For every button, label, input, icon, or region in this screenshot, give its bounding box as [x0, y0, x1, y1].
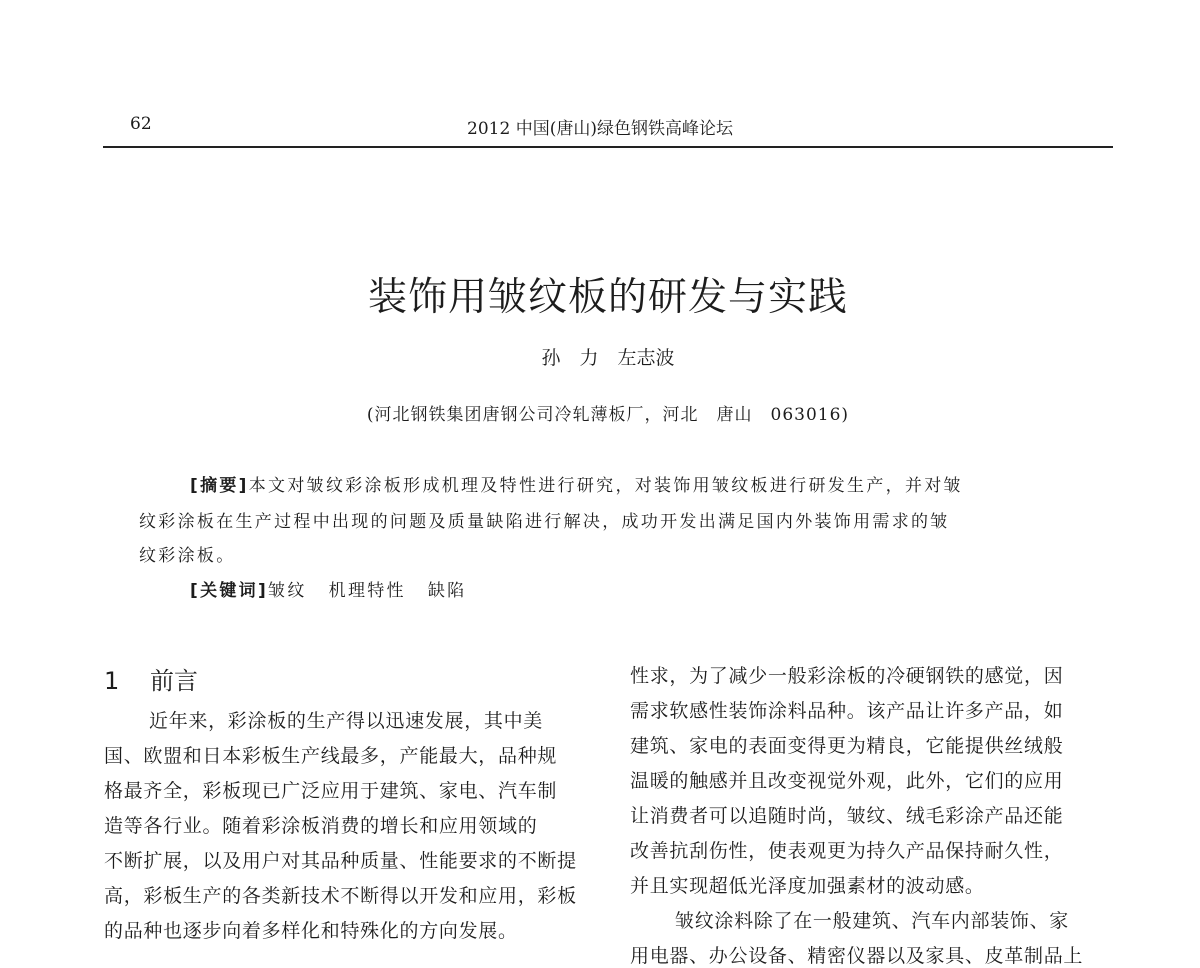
- abstract-line: 纹彩涂板在生产过程中出现的问题及质量缺陷进行解决，成功开发出满足国内外装饰用需求的皱: [139, 512, 950, 532]
- keyword: 皱纹: [268, 581, 307, 601]
- section-heading: [104, 661, 198, 696]
- header-rule: [103, 146, 1113, 148]
- keyword: 缺陷: [427, 581, 467, 601]
- section-number: 1: [104, 667, 120, 695]
- abstract-label: [摘要]: [190, 476, 249, 496]
- body-line-right: 让消费者可以追随时尚，皱纹、绒毛彩涂产品还能: [630, 805, 1064, 827]
- keywords-line: [190, 576, 466, 601]
- body-line-left: 高，彩板生产的各类新技术不断得以开发和应用，彩板: [104, 885, 577, 907]
- abstract-text: 本文对皱纹彩涂板形成机理及特性进行研究，对装饰用皱纹板进行研发生产，并对皱: [248, 476, 963, 496]
- body-line-left: 的品种也逐步向着多样化和特殊化的方向发展。: [104, 920, 518, 942]
- keyword: 机理特性: [328, 581, 406, 601]
- body-line-right: 性求，为了减少一般彩涂板的冷硬钢铁的感觉，因: [630, 665, 1064, 687]
- body-line-left: 国、欧盟和日本彩板生产线最多，产能最大，品种规: [104, 745, 558, 767]
- body-line-right: 建筑、家电的表面变得更为精良，它能提供丝绒般: [630, 735, 1064, 757]
- running-header: 2012 中国(唐山)绿色钢铁高峰论坛: [467, 119, 733, 139]
- body-line-right: 皱纹涂料除了在一般建筑、汽车内部装饰、家: [675, 910, 1070, 932]
- keywords-label: [关键词]: [190, 581, 269, 601]
- body-line-left: 近年来，彩涂板的生产得以迅速发展，其中美: [149, 710, 544, 732]
- body-line-right: 用电器、办公设备、精密仪器以及家具、皮革制品上: [630, 945, 1084, 967]
- body-line-right: 并且实现超低光泽度加强素材的波动感。: [630, 875, 985, 897]
- page-number: 62: [130, 114, 152, 134]
- affiliation: (河北钢铁集团唐钢公司冷轧薄板厂，河北 唐山 063016): [366, 405, 850, 425]
- body-line-left: 不断扩展，以及用户对其品种质量、性能要求的不断提: [104, 850, 577, 872]
- body-line-right: 温暖的触感并且改变视觉外观，此外，它们的应用: [630, 770, 1064, 792]
- authors: 孙 力 左志波: [541, 347, 675, 369]
- paper-title: 装饰用皱纹板的研发与实践: [367, 275, 848, 320]
- body-line-left: 造等各行业。随着彩涂板消费的增长和应用领域的: [104, 815, 538, 837]
- abstract-line: [190, 471, 963, 496]
- abstract-line: 纹彩涂板。: [139, 546, 236, 566]
- body-line-right: 需求软感性装饰涂料品种。该产品让许多产品，如: [630, 700, 1064, 722]
- body-line-left: 格最齐全，彩板现已广泛应用于建筑、家电、汽车制: [104, 780, 558, 802]
- body-line-right: 改善抗刮伤性，使表观更为持久产品保持耐久性，: [630, 840, 1064, 862]
- section-title: 前言: [150, 667, 198, 695]
